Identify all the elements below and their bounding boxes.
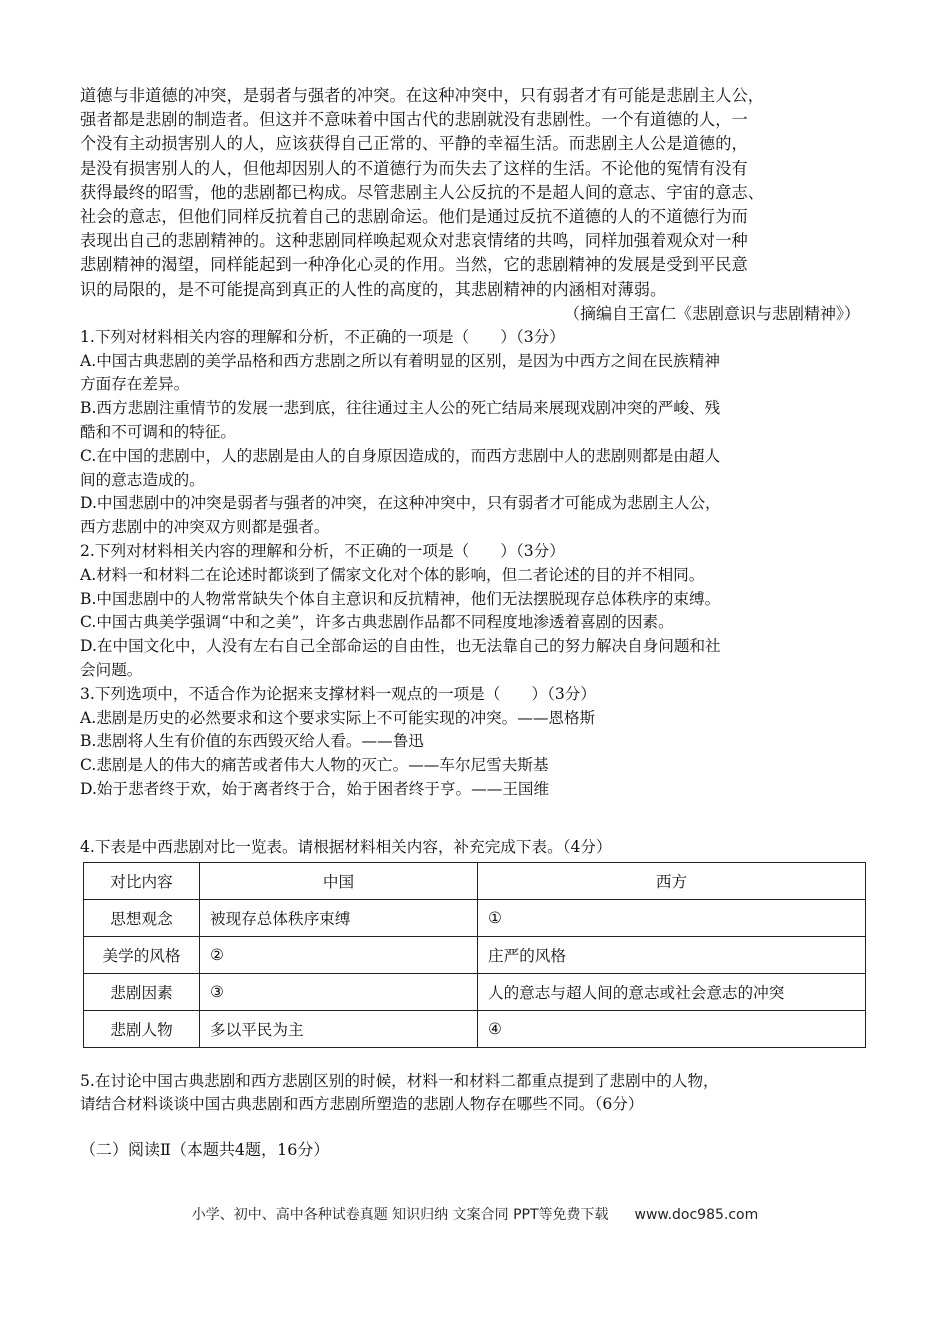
option-b: B.悲剧将人生有价值的东西毁灭给人看。——鲁迅	[80, 732, 424, 751]
option-c: C.悲剧是人的伟大的痛苦或者伟大人物的灭亡。——车尔尼雪夫斯基	[80, 756, 549, 775]
answer-blank[interactable]: ②	[200, 936, 478, 973]
page-footer	[0, 1204, 950, 1224]
footer-text: 小学、初中、高中各种试卷真题 知识归纳 文案合同 PPT等免费下载	[191, 1207, 609, 1223]
passage-line: 道德与非道德的冲突，是弱者与强者的冲突。在这种冲突中，只有弱者才有可能是悲剧主人公，	[80, 86, 765, 105]
question-2	[80, 540, 870, 683]
option-b: B.西方悲剧注重情节的发展一悲到底，往往通过主人公的死亡结局来展现戏剧冲突的严峻、残	[80, 399, 721, 418]
table-cell: 庄严的风格	[478, 936, 866, 973]
question-5	[80, 1070, 870, 1118]
table-row	[84, 899, 866, 936]
spacer	[80, 802, 870, 836]
table-cell: 人的意志与超人间的意志或社会意志的冲突	[478, 973, 866, 1010]
table-row	[84, 973, 866, 1010]
passage-source: （摘编自王富仁《悲剧意识与悲剧精神》）	[563, 303, 860, 323]
table-row	[84, 1010, 866, 1047]
row-label: 悲剧因素	[84, 973, 200, 1010]
question-3	[80, 683, 870, 802]
question-1	[80, 326, 870, 540]
passage-line: 个没有主动损害别人的人，应该获得自己正常的、平静的幸福生活。而悲剧主人公是道德的，	[80, 134, 748, 154]
passage-line: 获得最终的昭雪，他的悲剧都已构成。尽管悲剧主人公反抗的不是超人间的意志、宇宙的意志、	[80, 182, 765, 202]
passage-line: 表现出自己的悲剧精神的。这种悲剧同样唤起观众对悲哀情绪的共鸣，同样加强着观众对一种	[80, 231, 748, 251]
option-b: B.中国悲剧中的人物常常缺失个体自主意识和反抗精神，他们无法摆脱现存总体秩序的束缚。	[80, 589, 721, 608]
answer-blank[interactable]: ①	[478, 899, 866, 936]
reading-passage	[80, 84, 870, 302]
passage-line: 社会的意志，但他们同样反抗着自己的悲剧命运。他们是通过反抗不道德的人的不道德行为而	[80, 207, 748, 227]
header-cell: 西方	[478, 862, 866, 899]
option-d: D.始于悲者终于欢，始于离者终于合，始于困者终于亨。——王国维	[80, 779, 550, 798]
option-a-cont: 方面存在差异。	[80, 375, 190, 394]
row-label: 悲剧人物	[84, 1010, 200, 1047]
option-b-cont: 酷和不可调和的特征。	[80, 423, 236, 442]
question-line: 3.下列选项中，不适合作为论据来支撑材料一观点的一项是（ ）（3分）	[80, 684, 596, 703]
row-label: 思想观念	[84, 899, 200, 936]
footer-link[interactable]: www.doc985.com	[634, 1207, 759, 1223]
answer-blank[interactable]: ④	[478, 1010, 866, 1047]
option-d-cont: 会问题。	[80, 660, 143, 679]
row-label: 美学的风格	[84, 936, 200, 973]
header-cell: 中国	[200, 862, 478, 899]
question-line: 2.下列对材料相关内容的理解和分析，不正确的一项是（ ）（3分）	[80, 542, 565, 560]
header-cell: 对比内容	[84, 862, 200, 899]
question-line: 请结合材料谈谈中国古典悲剧和西方悲剧所塑造的悲剧人物存在哪些不同。（6分）	[80, 1095, 644, 1114]
passage-line: 是没有损害别人的人，但他却因别人的不道德行为而失去了这样的生活。不论他的冤情有没有	[80, 158, 748, 178]
option-d: D.在中国文化中，人没有左右自己全部命运的自由性，也无法靠自己的努力解决自身问题和社	[80, 637, 721, 656]
section-heading: （二）阅读Ⅱ（本题共4题，16分）	[80, 1140, 330, 1160]
passage-line: 识的局限的，是不可能提高到真正的人性的高度的，其悲剧精神的内涵相对薄弱。	[80, 279, 667, 299]
question-line: 5.在讨论中国古典悲剧和西方悲剧区别的时候，材料一和材料二都重点提到了悲剧中的人物，	[80, 1071, 719, 1090]
option-d: D.中国悲剧中的冲突是弱者与强者的冲突，在这种冲突中，只有弱者才可能成为悲剧主人公，	[80, 494, 721, 513]
exam-page	[80, 84, 870, 1160]
option-a: A.材料一和材料二在论述时都谈到了儒家文化对个体的影响，但二者论述的目的并不相同。	[80, 565, 705, 584]
option-c: C.中国古典美学强调“中和之美”，许多古典悲剧作品都不同程度地渗透着喜剧的因素。	[80, 613, 674, 632]
question-line: 4.下表是中西悲剧对比一览表。请根据材料相关内容，补充完成下表。（4分）	[80, 837, 612, 856]
question-line: 1.下列对材料相关内容的理解和分析，不正确的一项是（ ）（3分）	[80, 327, 565, 346]
option-a: A.悲剧是历史的必然要求和这个要求实际上不可能实现的冲突。——恩格斯	[80, 708, 596, 727]
option-c: C.在中国的悲剧中，人的悲剧是由人的自身原因造成的，而西方悲剧中人的悲剧则都是由超人	[80, 446, 721, 465]
passage-line: 悲剧精神的渴望，同样能起到一种净化心灵的作用。当然，它的悲剧精神的发展是受到平民意	[80, 255, 748, 275]
answer-blank[interactable]: ③	[200, 973, 478, 1010]
table-header-row	[84, 862, 866, 899]
option-d-cont: 西方悲剧中的冲突双方则都是强者。	[80, 518, 330, 537]
table-cell: 被现存总体秩序束缚	[200, 899, 478, 936]
table-cell: 多以平民为主	[200, 1010, 478, 1047]
passage-line: 强者都是悲剧的制造者。但这并不意味着中国古代的悲剧就没有悲剧性。一个有道德的人，一	[80, 110, 748, 130]
question-4	[80, 836, 870, 860]
option-a: A.中国古典悲剧的美学品格和西方悲剧之所以有着明显的区别，是因为中西方之间在民族精神	[80, 351, 720, 370]
comparison-table	[83, 862, 866, 1048]
table-row	[84, 936, 866, 973]
option-c-cont: 间的意志造成的。	[80, 470, 205, 489]
